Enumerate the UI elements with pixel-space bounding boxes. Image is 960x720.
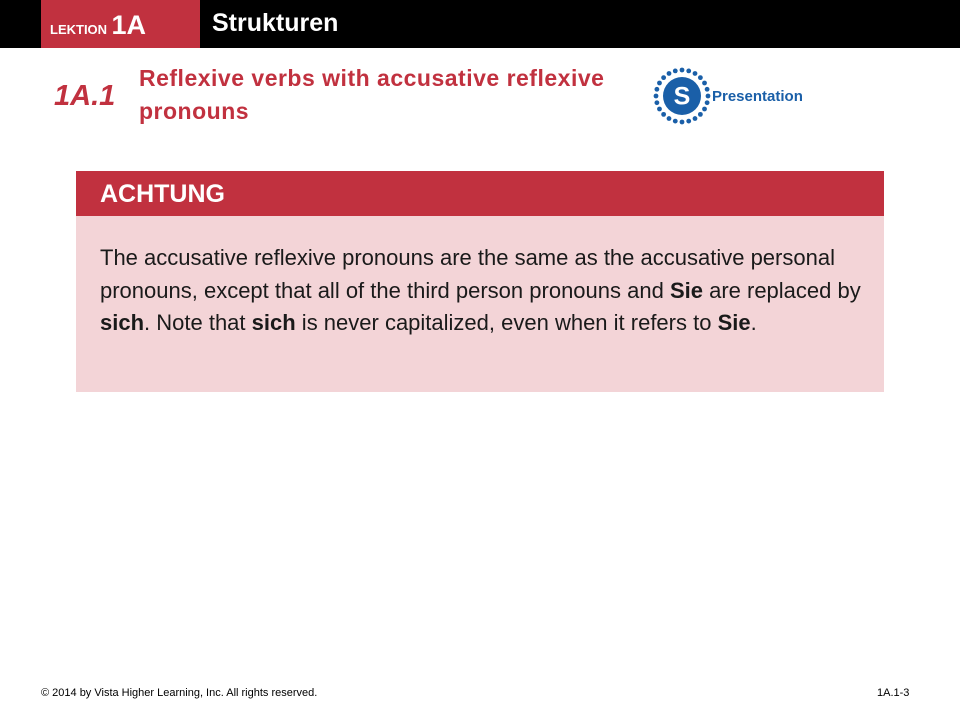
- logo-ring-dot: [673, 119, 678, 124]
- logo-ring-dot: [680, 120, 685, 125]
- footer-page-id: 1A.1-3: [877, 687, 910, 699]
- logo-ring-dot: [654, 87, 659, 92]
- presentation-s-icon: [652, 66, 712, 126]
- logo-ring-dot: [657, 81, 662, 86]
- callout-heading: ACHTUNG: [100, 180, 225, 208]
- logo-ring-dot: [654, 94, 659, 99]
- logo-ring-dot: [693, 71, 698, 76]
- callout-text-part: . Note that: [144, 310, 252, 335]
- logo-ring-dot: [680, 68, 685, 73]
- logo-ring-dot: [706, 94, 711, 99]
- logo-ring-dot: [702, 81, 707, 86]
- callout-header: [76, 171, 884, 216]
- logo-ring-dot: [661, 112, 666, 117]
- callout-text-part: are replaced by: [702, 277, 861, 303]
- logo-ring-dot: [686, 68, 691, 73]
- callout-keyword: sich: [100, 310, 145, 335]
- logo-ring-dot: [698, 112, 703, 117]
- callout-keyword: sich: [251, 310, 296, 335]
- logo-ring-dot: [705, 100, 710, 105]
- logo-ring-dot: [661, 75, 666, 80]
- callout-text-part: is never capitalized, even when it refers to: [295, 310, 718, 335]
- callout-keyword: Sie: [669, 277, 703, 303]
- logo-ring-dot: [657, 107, 662, 112]
- presentation-label: Presentation: [712, 88, 803, 105]
- logo-ring-dot: [673, 68, 678, 73]
- footer-copyright: © 2014 by Vista Higher Learning, Inc. All rights reserved.: [41, 687, 318, 699]
- section-number: 1A.1: [54, 80, 116, 112]
- section-title: Reflexive verbs with accusative reflexive pronouns: [139, 65, 605, 124]
- lektion-word: LEKTION: [50, 22, 108, 37]
- logo-ring-dot: [693, 116, 698, 121]
- logo-ring-dot: [702, 107, 707, 112]
- logo-letter: S: [673, 82, 691, 111]
- logo-ring-dot: [698, 75, 703, 80]
- logo-ring-dot: [654, 100, 659, 105]
- callout-text-part: The accusative reflexive pronouns are the same as the accusative personal pronouns, except that all of the third person pronouns and: [100, 245, 835, 303]
- callout-keyword: Sie: [717, 310, 751, 335]
- logo-ring-dot: [667, 116, 672, 121]
- logo-ring-dot: [667, 71, 672, 76]
- callout-body: [76, 216, 884, 392]
- callout-text-part: .: [750, 310, 757, 335]
- callout-text: [100, 242, 870, 340]
- lektion-number: 1A: [111, 10, 147, 40]
- section-label: Strukturen: [212, 9, 339, 37]
- logo-ring-dot: [705, 87, 710, 92]
- lektion-label: [50, 10, 146, 41]
- logo-ring-dot: [686, 119, 691, 124]
